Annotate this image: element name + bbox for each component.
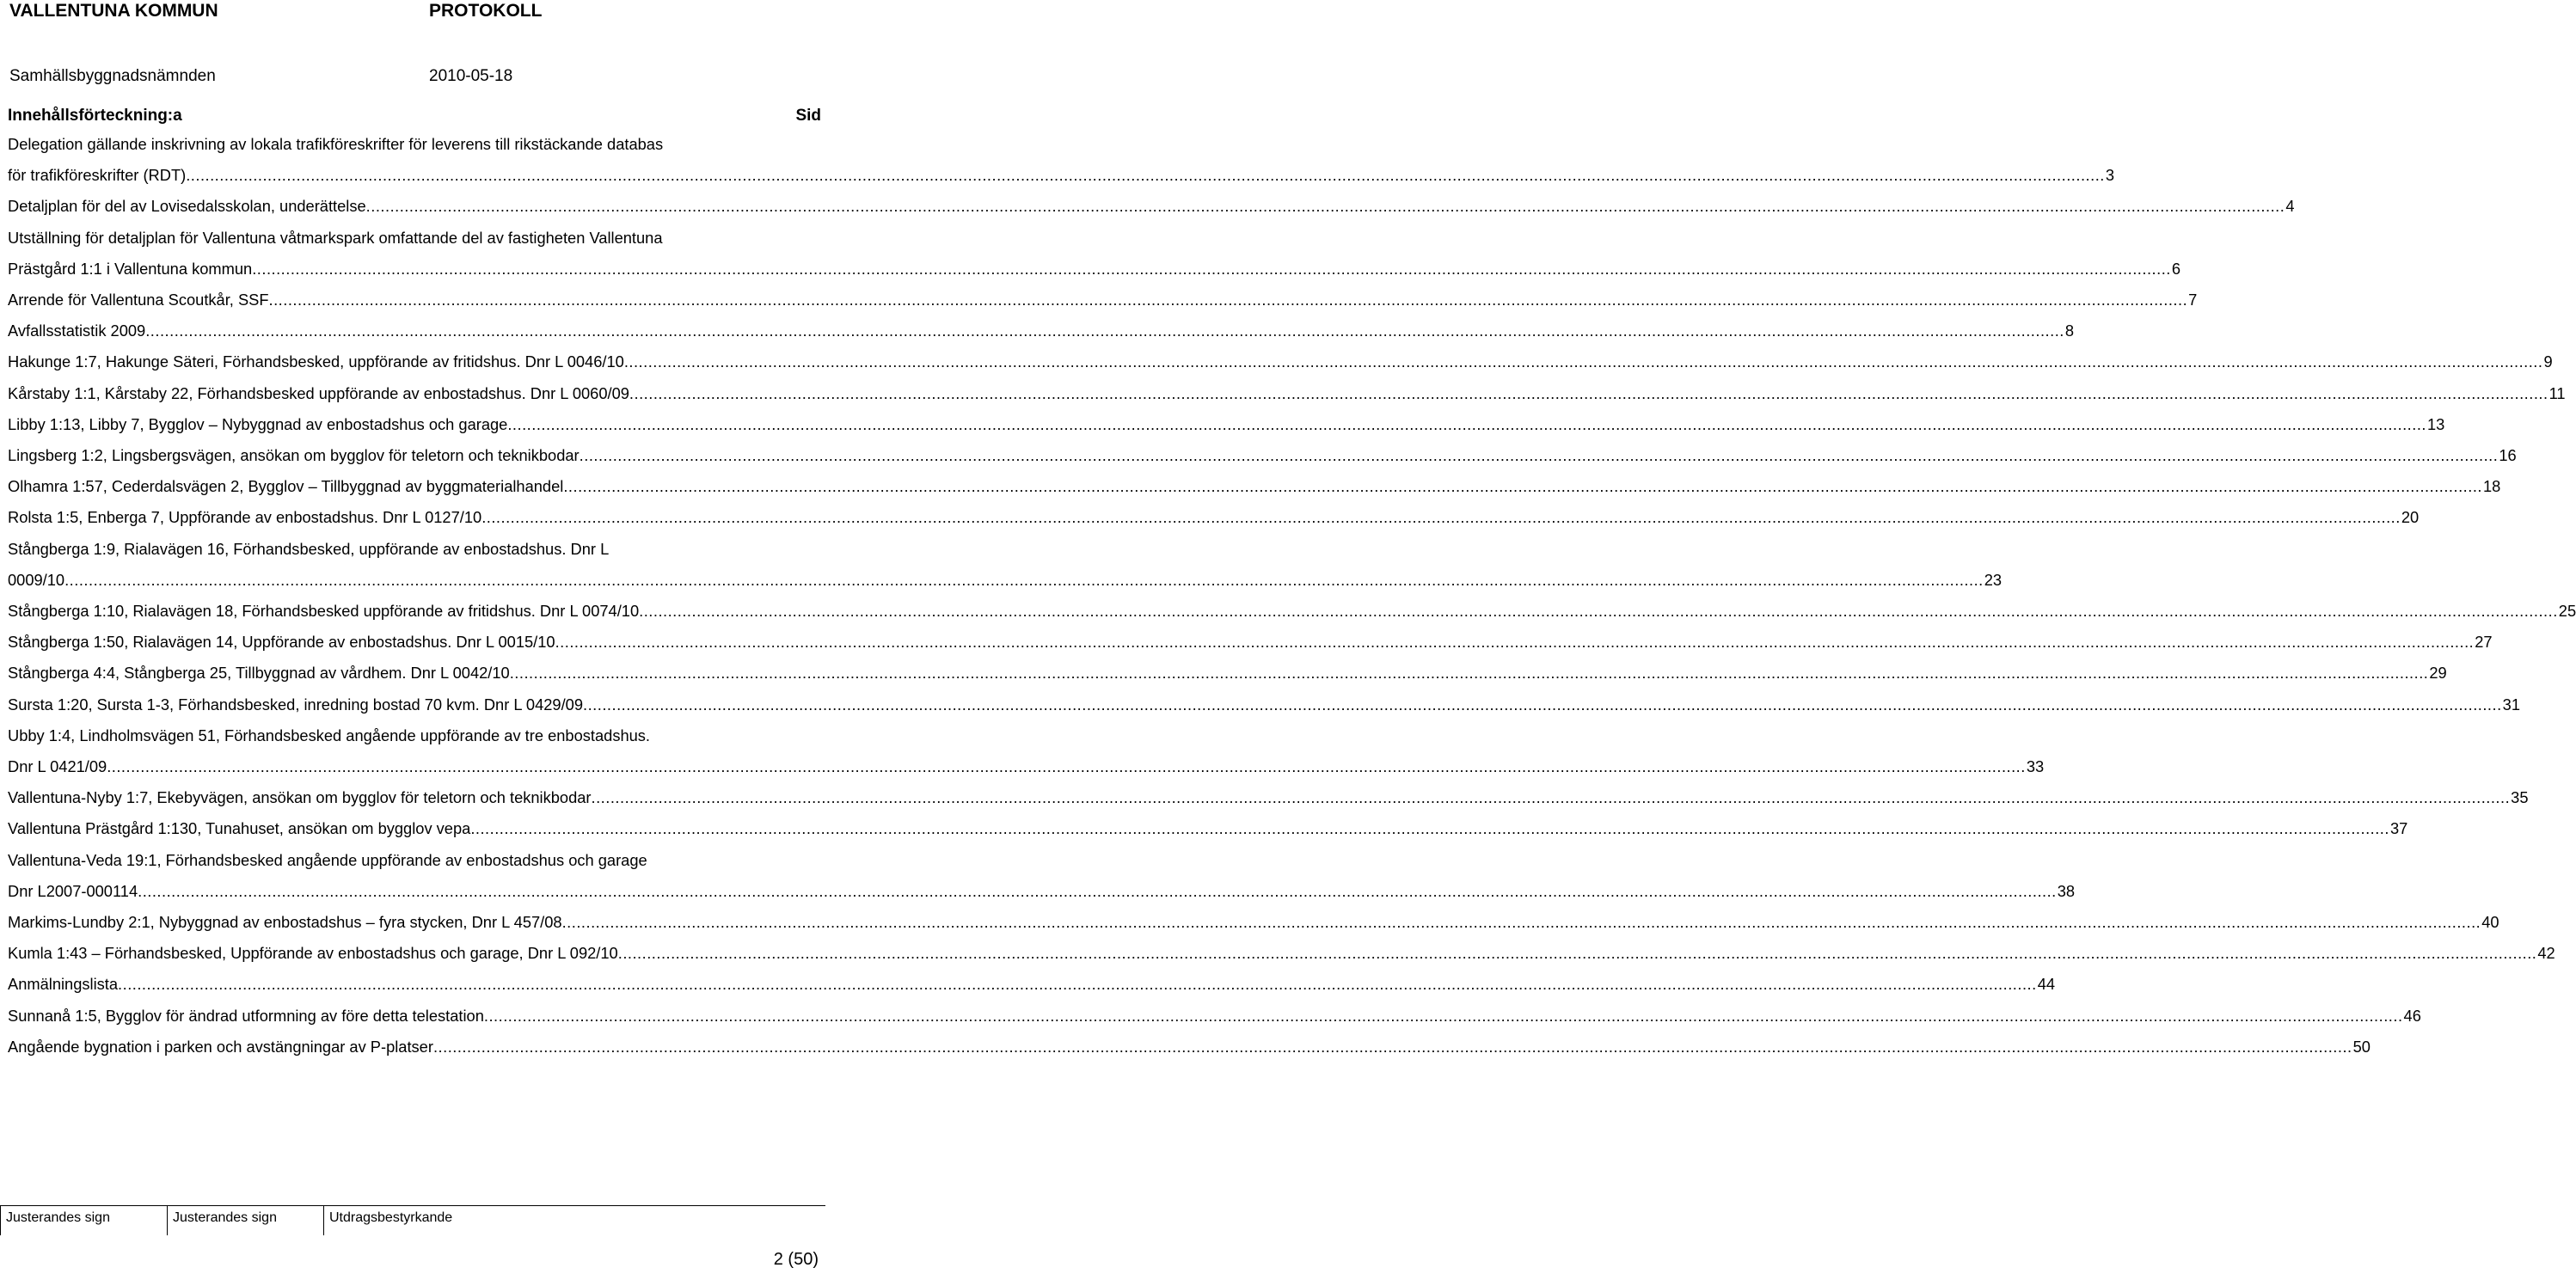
toc-entry-line bbox=[8, 969, 2056, 1000]
toc-entry-line bbox=[8, 471, 2501, 502]
toc-entry-line bbox=[8, 876, 2076, 907]
toc-entry-text: Stångberga 4:4, Stångberga 25, Tillbyggnad av vårdhem. Dnr L 0042/10 bbox=[8, 664, 510, 683]
toc-entry-line bbox=[8, 627, 2493, 658]
toc-entry-line bbox=[8, 751, 2045, 782]
toc-entry-line bbox=[8, 1032, 2371, 1063]
toc-entry bbox=[8, 471, 2501, 502]
toc-entry-text-first-line: Ubby 1:4, Lindholmsvägen 51, Förhandsbesked angående uppförande av tre enbostadshus. bbox=[8, 726, 651, 744]
toc-entry-text: Stångberga 1:10, Rialavägen 18, Förhandsbesked uppförande av fritidshus. Dnr L 0074/10 bbox=[8, 602, 640, 621]
toc-entry-page: 11 bbox=[2548, 383, 2566, 402]
toc-entry-page: 16 bbox=[2499, 446, 2517, 465]
toc-entry-text: Sursta 1:20, Sursta 1-3, Förhandsbesked, inredning bostad 70 kvm. Dnr L 0429/09 bbox=[8, 695, 584, 714]
toc-dot-leader: ................................................................................................................................................................................................................................................................................................................................................................................................................ bbox=[365, 197, 2285, 216]
toc-entry bbox=[8, 720, 2045, 782]
toc-dot-leader: ................................................................................................................................................................................................................................................................................................................................................................................................................ bbox=[432, 1037, 2352, 1056]
toc-entry-page: 4 bbox=[2285, 197, 2295, 216]
toc-entry-page: 40 bbox=[2481, 913, 2499, 932]
toc-dot-leader: ................................................................................................................................................................................................................................................................................................................................................................................................................ bbox=[617, 944, 2537, 963]
toc-entry-text: Olhamra 1:57, Cederdalsvägen 2, Bygglov – Tillbyggnad av byggmaterialhandel bbox=[8, 477, 564, 496]
page-indicator: 2 (50) bbox=[773, 1250, 819, 1269]
toc-entry-line bbox=[8, 596, 2576, 627]
toc-entry-text: Kumla 1:43 – Förhandsbesked, Uppförande av enbostadshus och garage, Dnr L 092/10 bbox=[8, 944, 618, 963]
toc-entry-line bbox=[8, 689, 2521, 720]
toc-entry bbox=[8, 813, 2408, 844]
toc-dot-leader: ................................................................................................................................................................................................................................................................................................................................................................................................................ bbox=[118, 975, 2037, 994]
toc-entry-text: Arrende för Vallentuna Scoutkår, SSF bbox=[8, 291, 269, 309]
toc-entry-text: Libby 1:13, Libby 7, Bygglov – Nybyggnad av enbostadshus och garage bbox=[8, 414, 508, 433]
toc-entry bbox=[8, 938, 2555, 969]
toc-entry bbox=[8, 285, 2198, 315]
toc-entry-page: 3 bbox=[2105, 166, 2115, 185]
toc-entry bbox=[8, 969, 2056, 1000]
toc-entry-line bbox=[8, 191, 2295, 222]
toc-entry bbox=[8, 409, 2445, 440]
toc-entry-text: Prästgård 1:1 i Vallentuna kommun bbox=[8, 259, 253, 278]
toc-entry-text: Angående bygnation i parken och avstängningar av P-platser bbox=[8, 1037, 433, 1056]
toc-entry-text: Lingsberg 1:2, Lingsbergsvägen, ansökan om bygglov för teletorn och teknikbodar bbox=[8, 446, 580, 465]
toc-dot-leader: ................................................................................................................................................................................................................................................................................................................................................................................................................ bbox=[623, 352, 2543, 371]
toc-entry bbox=[8, 378, 2566, 409]
toc-entry bbox=[8, 440, 2517, 471]
toc-entry-line bbox=[8, 813, 2408, 844]
extract-certification-cell: Utdragsbestyrkande bbox=[323, 1206, 825, 1235]
document-type: PROTOKOLL bbox=[429, 1, 543, 21]
toc-entry-page: 42 bbox=[2537, 944, 2555, 963]
toc-entry-page: 46 bbox=[2403, 1006, 2421, 1025]
toc-dot-leader: ................................................................................................................................................................................................................................................................................................................................................................................................................ bbox=[563, 477, 2482, 496]
toc-dot-leader: ................................................................................................................................................................................................................................................................................................................................................................................................................ bbox=[639, 602, 2558, 621]
toc-dot-leader: ................................................................................................................................................................................................................................................................................................................................................................................................................ bbox=[483, 1006, 2403, 1025]
toc-entry-page: 9 bbox=[2543, 352, 2553, 371]
toc-entry bbox=[8, 223, 2181, 285]
toc-entry-page: 23 bbox=[1984, 570, 2003, 589]
toc-entry-line bbox=[8, 254, 2181, 285]
toc-entry-page: 35 bbox=[2511, 788, 2529, 807]
toc-entry-text-first-line: Delegation gällande inskrivning av lokala trafikföreskrifter för leverens till rikstäckande databas bbox=[8, 135, 664, 153]
toc-dot-leader: ................................................................................................................................................................................................................................................................................................................................................................................................................ bbox=[470, 819, 2389, 838]
toc-page-column-label: Sid bbox=[795, 107, 821, 125]
meeting-date: 2010-05-18 bbox=[429, 67, 513, 85]
toc-entry-text: Kårstaby 1:1, Kårstaby 22, Förhandsbesked uppförande av enbostadshus. Dnr L 0060/09 bbox=[8, 383, 629, 402]
toc-dot-leader: ................................................................................................................................................................................................................................................................................................................................................................................................................ bbox=[583, 695, 2502, 714]
toc-entry-page: 29 bbox=[2429, 664, 2447, 683]
toc-entry-page: 13 bbox=[2427, 414, 2445, 433]
toc-dot-leader: ................................................................................................................................................................................................................................................................................................................................................................................................................ bbox=[555, 633, 2475, 652]
document-header bbox=[9, 0, 818, 85]
toc-entry-line bbox=[8, 440, 2517, 471]
toc-dot-leader: ................................................................................................................................................................................................................................................................................................................................................................................................................ bbox=[629, 383, 2548, 402]
toc-entry bbox=[8, 502, 2420, 533]
toc-entry-line bbox=[8, 378, 2566, 409]
toc-entry-text: Stångberga 1:50, Rialavägen 14, Uppförande av enbostadshus. Dnr L 0015/10 bbox=[8, 633, 555, 652]
toc-entry-line bbox=[8, 1001, 2421, 1032]
toc-entry bbox=[8, 534, 2003, 596]
toc-entry-line bbox=[8, 160, 2115, 191]
signature-cell-1: Justerandes sign bbox=[0, 1206, 167, 1235]
toc-entry-page: 18 bbox=[2483, 477, 2501, 496]
toc-entry-text: Detaljplan för del av Lovisedalsskolan, underättelse bbox=[8, 197, 366, 216]
toc-entry-line bbox=[8, 907, 2499, 938]
toc-entry-page: 7 bbox=[2188, 291, 2198, 309]
toc-dot-leader: ................................................................................................................................................................................................................................................................................................................................................................................................................ bbox=[561, 913, 2481, 932]
toc-entry bbox=[8, 191, 2295, 222]
toc-entry bbox=[8, 129, 2115, 191]
toc-dot-leader: ................................................................................................................................................................................................................................................................................................................................................................................................................ bbox=[252, 259, 2171, 278]
toc-entry-text: Rolsta 1:5, Enberga 7, Uppförande av enbostadshus. Dnr L 0127/10 bbox=[8, 508, 482, 527]
toc-title: Innehållsförteckning:a bbox=[8, 107, 182, 125]
toc-entry-text: Sunnanå 1:5, Bygglov för ändrad utformning av före detta telestation bbox=[8, 1006, 484, 1025]
toc-dot-leader: ................................................................................................................................................................................................................................................................................................................................................................................................................ bbox=[138, 881, 2057, 900]
toc-entry bbox=[8, 658, 2447, 689]
toc-entry-line bbox=[8, 346, 2553, 377]
toc-entry-line bbox=[8, 658, 2447, 689]
toc-entry-text: Markims-Lundby 2:1, Nybyggnad av enbostadshus – fyra stycken, Dnr L 457/08 bbox=[8, 913, 562, 932]
toc-heading bbox=[8, 104, 821, 128]
toc-entry bbox=[8, 1032, 2371, 1063]
toc-entry-line bbox=[8, 285, 2198, 315]
toc-entry-line bbox=[8, 565, 2003, 596]
toc-entry-text: Hakunge 1:7, Hakunge Säteri, Förhandsbesked, uppförande av fritidshus. Dnr L 0046/10 bbox=[8, 352, 624, 371]
toc-entry bbox=[8, 689, 2521, 720]
toc-entry-line bbox=[8, 782, 2529, 813]
toc-entry-page: 8 bbox=[2064, 322, 2075, 340]
table-of-contents bbox=[8, 129, 2576, 1063]
signature-cell-2: Justerandes sign bbox=[167, 1206, 323, 1235]
toc-entry-page: 50 bbox=[2352, 1037, 2371, 1056]
toc-entry-text: Avfallsstatistik 2009 bbox=[8, 322, 146, 340]
toc-entry-text: för trafikföreskrifter (RDT) bbox=[8, 166, 187, 185]
toc-dot-leader: ................................................................................................................................................................................................................................................................................................................................................................................................................ bbox=[579, 446, 2499, 465]
toc-entry-text: Vallentuna Prästgård 1:130, Tunahuset, ansökan om bygglov vepa bbox=[8, 819, 471, 838]
toc-entry bbox=[8, 627, 2493, 658]
toc-entry-page: 27 bbox=[2475, 633, 2493, 652]
toc-entry-page: 31 bbox=[2502, 695, 2521, 714]
toc-entry bbox=[8, 907, 2499, 938]
toc-entry-text: Anmälningslista bbox=[8, 975, 119, 994]
toc-entry bbox=[8, 845, 2076, 907]
toc-entry bbox=[8, 596, 2576, 627]
toc-entry-page: 20 bbox=[2401, 508, 2420, 527]
toc-entry-line bbox=[8, 315, 2075, 346]
committee-name: Samhällsbyggnadsnämnden bbox=[9, 67, 216, 85]
toc-entry-line bbox=[8, 409, 2445, 440]
toc-entry-text: Dnr L 0421/09 bbox=[8, 757, 107, 776]
toc-dot-leader: ................................................................................................................................................................................................................................................................................................................................................................................................................ bbox=[64, 570, 1984, 589]
toc-entry-text: 0009/10 bbox=[8, 570, 65, 589]
toc-entry bbox=[8, 782, 2529, 813]
toc-dot-leader: ................................................................................................................................................................................................................................................................................................................................................................................................................ bbox=[509, 664, 2429, 683]
toc-dot-leader: ................................................................................................................................................................................................................................................................................................................................................................................................................ bbox=[507, 414, 2426, 433]
toc-dot-leader: ................................................................................................................................................................................................................................................................................................................................................................................................................ bbox=[107, 757, 2026, 776]
toc-entry-text: Dnr L2007-000114 bbox=[8, 881, 138, 900]
toc-entry bbox=[8, 315, 2075, 346]
toc-entry bbox=[8, 346, 2553, 377]
toc-entry-line bbox=[8, 502, 2420, 533]
toc-entry-page: 6 bbox=[2171, 259, 2181, 278]
toc-entry-page: 37 bbox=[2389, 819, 2408, 838]
toc-entry-text-first-line: Utställning för detaljplan för Vallentuna våtmarkspark omfattande del av fastigheten Vallentuna bbox=[8, 228, 663, 247]
toc-entry-text-first-line: Vallentuna-Veda 19:1, Förhandsbesked angående uppförande av enbostadshus och garage bbox=[8, 850, 647, 869]
signature-footer bbox=[0, 1205, 825, 1274]
toc-entry-page: 25 bbox=[2558, 602, 2576, 621]
toc-dot-leader: ................................................................................................................................................................................................................................................................................................................................................................................................................ bbox=[481, 508, 2401, 527]
toc-entry-page: 44 bbox=[2037, 975, 2056, 994]
toc-entry bbox=[8, 1001, 2421, 1032]
toc-dot-leader: ................................................................................................................................................................................................................................................................................................................................................................................................................ bbox=[268, 291, 2188, 309]
toc-entry-text: Vallentuna-Nyby 1:7, Ekebyvägen, ansökan om bygglov för teletorn och teknikbodar bbox=[8, 788, 592, 807]
toc-dot-leader: ................................................................................................................................................................................................................................................................................................................................................................................................................ bbox=[591, 788, 2511, 807]
toc-dot-leader: ................................................................................................................................................................................................................................................................................................................................................................................................................ bbox=[145, 322, 2064, 340]
toc-entry-page: 38 bbox=[2057, 881, 2076, 900]
toc-dot-leader: ................................................................................................................................................................................................................................................................................................................................................................................................................ bbox=[186, 166, 2105, 185]
municipality-name: VALLENTUNA KOMMUN bbox=[9, 1, 218, 21]
toc-entry-line bbox=[8, 938, 2555, 969]
toc-entry-text-first-line: Stångberga 1:9, Rialavägen 16, Förhandsbesked, uppförande av enbostadshus. Dnr L bbox=[8, 539, 610, 558]
toc-entry-page: 33 bbox=[2026, 757, 2045, 776]
